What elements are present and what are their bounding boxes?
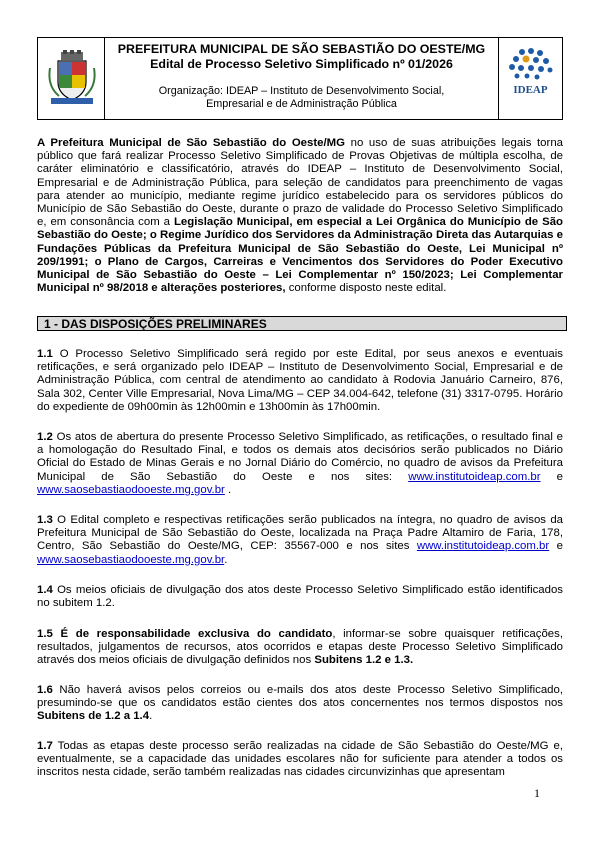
item-1-2 <box>37 431 563 497</box>
page-number: 1 <box>534 786 540 800</box>
municipal-crest-icon <box>47 50 97 108</box>
item-text: . <box>224 483 232 496</box>
item-text: Os meios oficiais de divulgação dos atos deste Processo Seletivo Simplificado estão identificados no subitem 1.2. <box>37 584 563 610</box>
section-1-header: 1 - DAS DISPOSIÇÕES PRELIMINARES <box>37 316 567 331</box>
item-1-3 <box>37 514 563 567</box>
intro-bold-1: A Prefeitura Municipal de São Sebastião do Oeste/MG <box>37 137 345 149</box>
item-text: O Edital completo e respectivas retificações serão publicados na íntegra, no quadro de avisos da Prefeitura Municipal de São Sebastião do Oeste, localizada na Praça Padre Altamiro de Faria, 178, Centro, São Sebastião do Oeste/MG, CEP: 35567-000 e nos sites <box>37 514 563 553</box>
intro-text-2: conforme disposto neste edital. <box>285 282 447 295</box>
header-title: PREFEITURA MUNICIPAL DE SÃO SEBASTIÃO DO OESTE/MG <box>117 42 486 56</box>
link-institutoideap[interactable]: www.institutoideap.com.br <box>408 470 541 483</box>
item-number: 1.3 <box>37 514 53 526</box>
item-1-5 <box>37 628 563 668</box>
item-number: 1.7 <box>37 740 53 752</box>
item-1-4 <box>37 584 563 610</box>
item-1-1 <box>37 348 563 414</box>
item-text: e <box>549 540 563 553</box>
item-1-7 <box>37 740 563 780</box>
ideap-logo-text: IDEAP <box>513 84 548 96</box>
header-subtitle: Edital de Processo Seletivo Simplificado nº 01/2026 <box>150 57 453 71</box>
item-bold-text: É de responsabilidade exclusiva do candidato <box>52 628 333 640</box>
header-org-line-1: Organização: IDEAP – Instituto de Desenvolvimento Social, <box>158 85 445 97</box>
item-number: 1.5 <box>37 628 53 640</box>
document-header <box>37 37 563 120</box>
item-number: 1.4 <box>37 584 53 596</box>
header-org-line-2: Empresarial e de Administração Pública <box>206 98 397 110</box>
item-text: Não haverá avisos pelos correios ou e-mails dos atos deste Processo Seletivo Simplificado, presumindo-se que os candidatos estão cientes dos atos concernentes nos termos dispostos nos <box>37 684 563 710</box>
intro-paragraph <box>37 137 563 295</box>
intro-bold-2: Legislação Municipal, em especial a Lei Orgânica do Município de São Sebastião do Oeste; o Regime Jurídico dos Servidores da Administração Direta das Autarquias e Fundações Públicas da Prefeitura Municipal de São Sebastião do Oeste, Lei Municipal nº 209/1991; o Plano de Cargos, Carreiras e Vencimentos dos Servidores do Poder Executivo Municipal de São Sebastião do Oeste – Lei Complementar nº 150/2023; Lei Complementar Municipal nº 98/2018 e alterações posteriores, <box>37 216 563 295</box>
header-title-block <box>105 38 498 119</box>
header-right-cell <box>498 38 562 119</box>
header-left-cell <box>38 38 105 119</box>
item-number: 1.6 <box>37 684 53 696</box>
item-text: Todas as etapas deste processo serão realizadas na cidade de São Sebastião do Oeste/MG e, eventualmente, se a capacidade das unidades escolares não for suficiente para atender a todos os inscritos nesta cidade, serão também realizadas nas cidades circunvizinhas que apresentam <box>37 740 563 779</box>
item-text: e <box>540 470 564 483</box>
item-text: . <box>149 710 153 723</box>
link-institutoideap[interactable]: www.institutoideap.com.br <box>416 540 550 553</box>
item-text: Os atos de abertura do presente Processo Seletivo Simplificado, as retificações, o resultado final e a homologação do Resultado Final, e todos os demais atos decisórios serão publicados no Diário Oficial do Estado de Minas Gerais e no Jornal Diário do Comércio, no quadro de avisos da Prefeitura Municipal de São Sebastião do Oeste e nos sites: <box>37 431 563 483</box>
item-text: O Processo Seletivo Simplificado será regido por este Edital, por seus anexos e eventuais retificações, e será organizado pelo IDEAP – Instituto de Desenvolvimento Social, Empresarial e de Administração Pública, com central de atendimento ao candidato à Rodovia Januário Carneiro, 876, Sala 302, Center Ville Empresarial, Nova Lima/MG – CEP 34.004-642, telefone (31) 3317-0795. Horário do expediente de 09h00min às 12h00min e 13h00min às 17h00min. <box>37 348 563 413</box>
item-bold-text: Subitens de 1.2 a 1.4 <box>37 710 150 723</box>
item-number: 1.2 <box>37 431 53 443</box>
intro-text-1: no uso de suas atribuições legais torna público que fará realizar Processo Seletivo Simplificado de Provas Objetivas de múltipla escolha, de caráter eliminatório e classificatório, através do IDEAP – Instituto de Desenvolvimento Social, Empresarial e de Administração Pública, para seleção de candidatos para preenchimento de vagas para atender ao município, mediante regime jurídico estabelecido para os servidores públicos do Município de São Sebastião do Oeste, durante o prazo de validade do Processo Seletivo Simplificado e, em consonância com a <box>37 137 563 229</box>
item-text: . <box>224 553 228 566</box>
link-prefeitura[interactable]: www.saosebastiaodooeste.mg.gov.br <box>37 483 225 496</box>
item-1-6 <box>37 684 563 724</box>
item-number: 1.1 <box>37 348 53 360</box>
link-prefeitura[interactable]: www.saosebastiaodooeste.mg.gov.br <box>37 553 225 566</box>
item-bold-text: Subitens 1.2 e 1.3. <box>314 654 414 667</box>
item-text: , informar-se sobre quaisquer retificações, resultados, julgamentos de recursos, atos ocorridos e etapas deste Processo Seletivo Simplificado através dos meios oficiais de divulgação definidos nos <box>37 628 563 667</box>
